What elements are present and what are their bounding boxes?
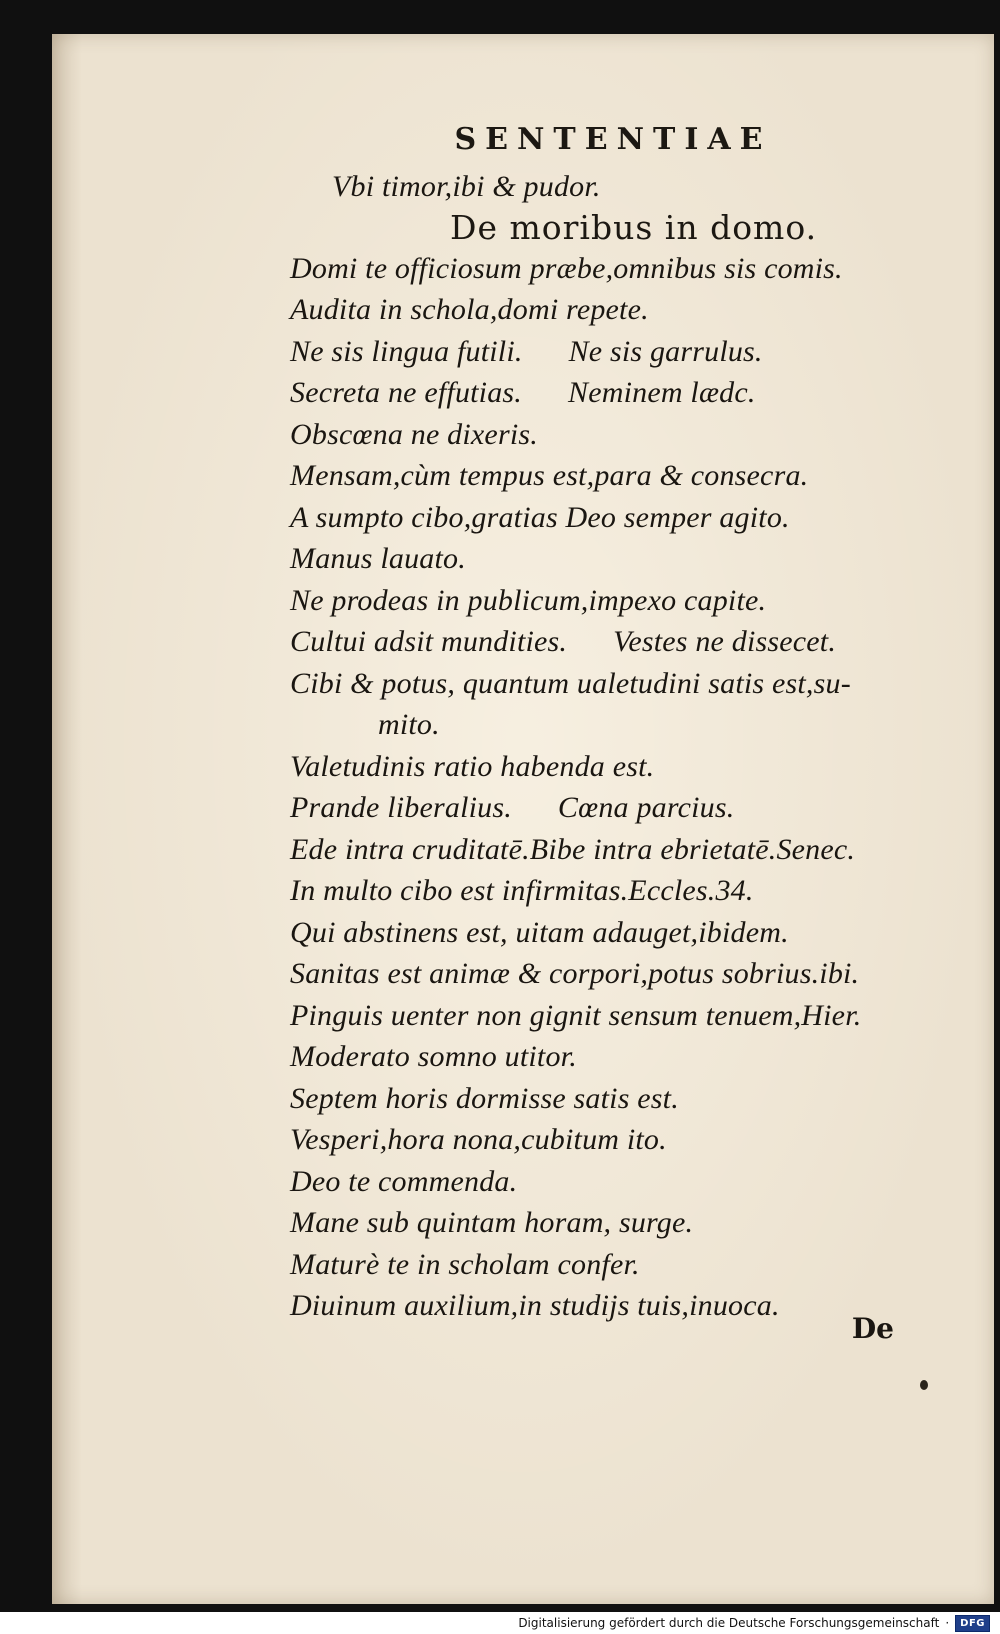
- catchword: De: [851, 1312, 894, 1345]
- text-line: Qui abstinens est, uitam adauget,ibidem.: [290, 915, 789, 949]
- text-phrase: Prande liberalius.: [290, 791, 512, 824]
- text-line: Ne prodeas in publicum,impexo capite.: [290, 583, 767, 617]
- book-page: [52, 34, 994, 1604]
- dfg-logo-icon: DFG: [955, 1615, 990, 1632]
- separator: ·: [945, 1616, 950, 1630]
- credit-text: Digitalisierung gefördert durch die Deutsche Forschungsgemeinschaft: [518, 1616, 940, 1630]
- text-line: Moderato somno utitor.: [290, 1040, 577, 1073]
- text-line-continuation: mito.: [378, 708, 440, 741]
- text-line: Maturè te in scholam confer.: [290, 1247, 640, 1281]
- text-line: [290, 787, 970, 829]
- text-line: Vbi timor,ibi & pudor.: [332, 170, 601, 203]
- text-line: A sumpto cibo,gratias Deo semper agito.: [290, 500, 790, 534]
- text-line: Mane sub quintam horam, surge.: [290, 1206, 694, 1239]
- text-line: Mensam,cùm tempus est,para & consecra.: [290, 459, 809, 492]
- text-phrase: Ne sis garrulus.: [568, 334, 763, 368]
- text-line: [290, 372, 970, 414]
- text-phrase: Vestes ne dissecet.: [613, 625, 837, 658]
- digitization-credit: [510, 1612, 994, 1634]
- text-phrase: Ne sis lingua futili.: [290, 334, 523, 368]
- text-line: Diuinum auxilium,in studijs tuis,inuoca.: [290, 1289, 780, 1322]
- text-line: Audita in schola,domi repete.: [290, 293, 649, 326]
- text-line: Cibi & potus, quantum ualetudini satis est,su-: [290, 666, 851, 700]
- text-line: Valetudinis ratio habenda est.: [290, 749, 655, 783]
- text-line: [290, 621, 970, 663]
- text-phrase: Secreta ne effutias.: [290, 376, 522, 409]
- text-line: Domi te officiosum præbe,omnibus sis comis.: [290, 251, 843, 285]
- text-phrase: Cœna parcius.: [557, 791, 735, 824]
- text-line: Pinguis uenter non gignit sensum tenuem,Hier.: [290, 998, 862, 1032]
- text-phrase: Cultui adsit mundities.: [290, 625, 568, 658]
- running-title: SENTENTIAE: [454, 122, 772, 157]
- text-line: Vesperi,hora nona,cubitum ito.: [290, 1123, 667, 1156]
- text-line: [290, 331, 970, 373]
- text-block: [290, 166, 970, 1327]
- text-line: Obscœna ne dixeris.: [290, 417, 538, 451]
- text-line: Septem horis dormisse satis est.: [290, 1081, 679, 1115]
- text-line: Ede intra cruditatē.Bibe intra ebrietatē.Senec.: [290, 832, 856, 866]
- text-line: In multo cibo est infirmitas.Eccles.34.: [290, 874, 754, 907]
- text-line: Deo te commenda.: [290, 1164, 518, 1198]
- text-line: Sanitas est animæ & corpori,potus sobrius.ibi.: [290, 957, 860, 990]
- ink-dot: [920, 1380, 928, 1390]
- text-phrase: Neminem lædc.: [568, 376, 756, 409]
- text-line: Manus lauato.: [290, 542, 466, 575]
- section-heading: De moribus in domo.: [450, 207, 818, 247]
